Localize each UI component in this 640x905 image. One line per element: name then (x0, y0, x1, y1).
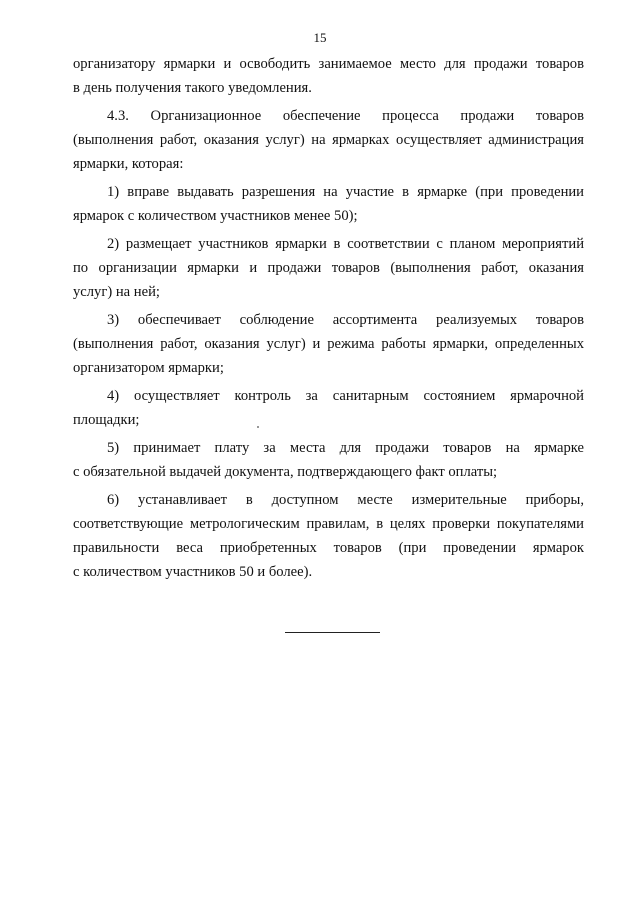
list-item-4 (73, 384, 584, 432)
text-line: (выполнения работ, оказания услуг) и режима работы ярмарки, определенных (73, 336, 584, 352)
list-item-2 (73, 232, 584, 304)
text-line: 6) устанавливает в доступном месте измерительные приборы, (107, 492, 584, 508)
text-line: организатором ярмарки; (73, 360, 224, 376)
text-line: 5) принимает плату за места для продажи товаров на ярмарке (107, 440, 584, 456)
text-line: 2) размещает участников ярмарки в соответствии с планом мероприятий (107, 236, 584, 252)
text-line: соответствующие метрологическим правилам, в целях проверки покупателями (73, 516, 584, 532)
text-line: организатору ярмарки и освободить занимаемое место для продажи товаров (73, 56, 584, 72)
list-item-3 (73, 308, 584, 380)
text-line: ярмарок с количеством участников менее 50); (73, 208, 358, 224)
paragraph-4-3 (73, 104, 584, 176)
scan-speck (257, 426, 259, 428)
text-line: площадки; (73, 412, 140, 428)
text-line: в день получения такого уведомления. (73, 80, 312, 96)
text-line: с количеством участников 50 и более). (73, 564, 313, 580)
text-line: 1) вправе выдавать разрешения на участие в ярмарке (при проведении (107, 184, 584, 200)
text-line: с обязательной выдачей документа, подтверждающего факт оплаты; (73, 464, 498, 480)
text-line: (выполнения работ, оказания услуг) на ярмарках осуществляет администрация (73, 132, 584, 148)
end-separator-line (285, 632, 380, 633)
text-line: по организации ярмарки и продажи товаров (выполнения работ, оказания (73, 260, 584, 276)
document-body (73, 52, 584, 584)
text-line: 4.3. Организационное обеспечение процесса продажи товаров (107, 108, 584, 124)
text-line: 4) осуществляет контроль за санитарным состоянием ярмарочной (107, 388, 584, 404)
text-line: правильности веса приобретенных товаров (при проведении ярмарок (73, 540, 584, 556)
page-number: 15 (313, 30, 327, 45)
text-line: ярмарки, которая: (73, 156, 184, 172)
text-line: услуг) на ней; (73, 284, 160, 300)
list-item-1 (73, 180, 584, 228)
text-line: 3) обеспечивает соблюдение ассортимента реализуемых товаров (107, 312, 584, 328)
paragraph-continuation (73, 52, 584, 100)
list-item-6 (73, 488, 584, 584)
list-item-5 (73, 436, 584, 484)
